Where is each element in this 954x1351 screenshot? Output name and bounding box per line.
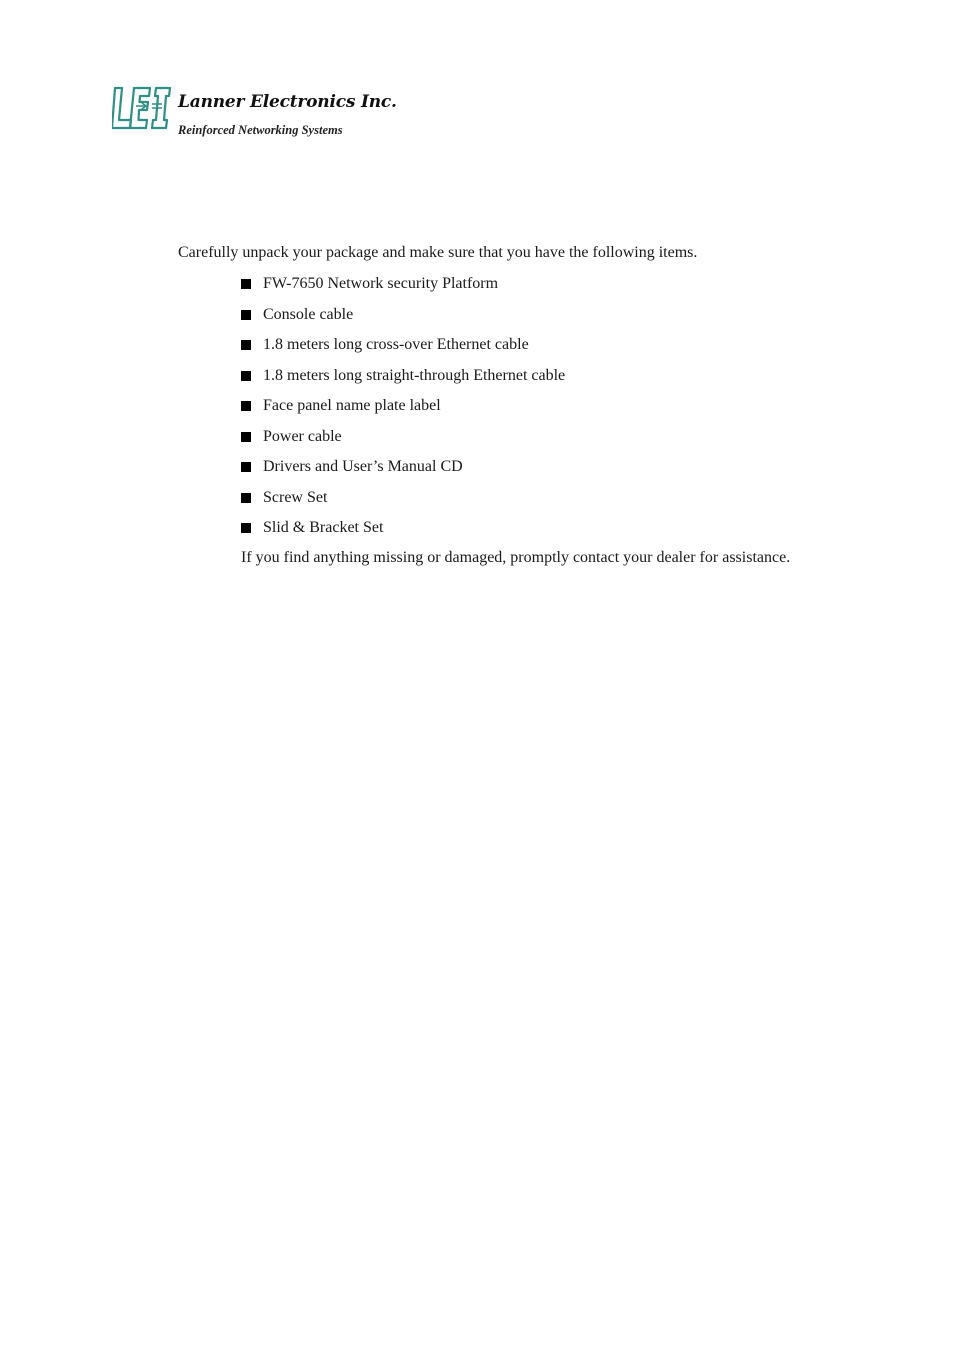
list-item-text: 1.8 meters long cross-over Ethernet cable [263,336,529,353]
square-bullet-icon [241,371,251,381]
list-item-text: Face panel name plate label [263,397,441,414]
square-bullet-icon [241,310,251,320]
square-bullet-icon [241,493,251,503]
square-bullet-icon [241,462,251,472]
square-bullet-icon [241,523,251,533]
square-bullet-icon [241,340,251,350]
page-header [112,86,412,146]
company-name: Lanner Electronics Inc. [178,92,397,112]
list-item-text: Console cable [263,305,354,323]
list-item-text: Slid & Bracket Set [263,519,384,536]
square-bullet-icon [241,432,251,442]
company-tagline: Reinforced Networking Systems [178,123,343,137]
list-item-text: Drivers and User’s Manual CD [263,458,463,475]
closing-paragraph: If you find anything missing or damaged, promptly contact your dealer for assistance. [241,549,791,566]
list-item-text: Power cable [263,427,342,445]
list-item-text: FW-7650 Network security Platform [263,275,499,292]
list-item-text: 1.8 meters long straight-through Ethernet cable [263,366,566,384]
square-bullet-icon [241,279,251,289]
list-item-text: Screw Set [263,488,328,506]
company-logo [112,86,174,130]
square-bullet-icon [241,401,251,411]
intro-paragraph: Carefully unpack your package and make sure that you have the following items. [178,244,698,261]
